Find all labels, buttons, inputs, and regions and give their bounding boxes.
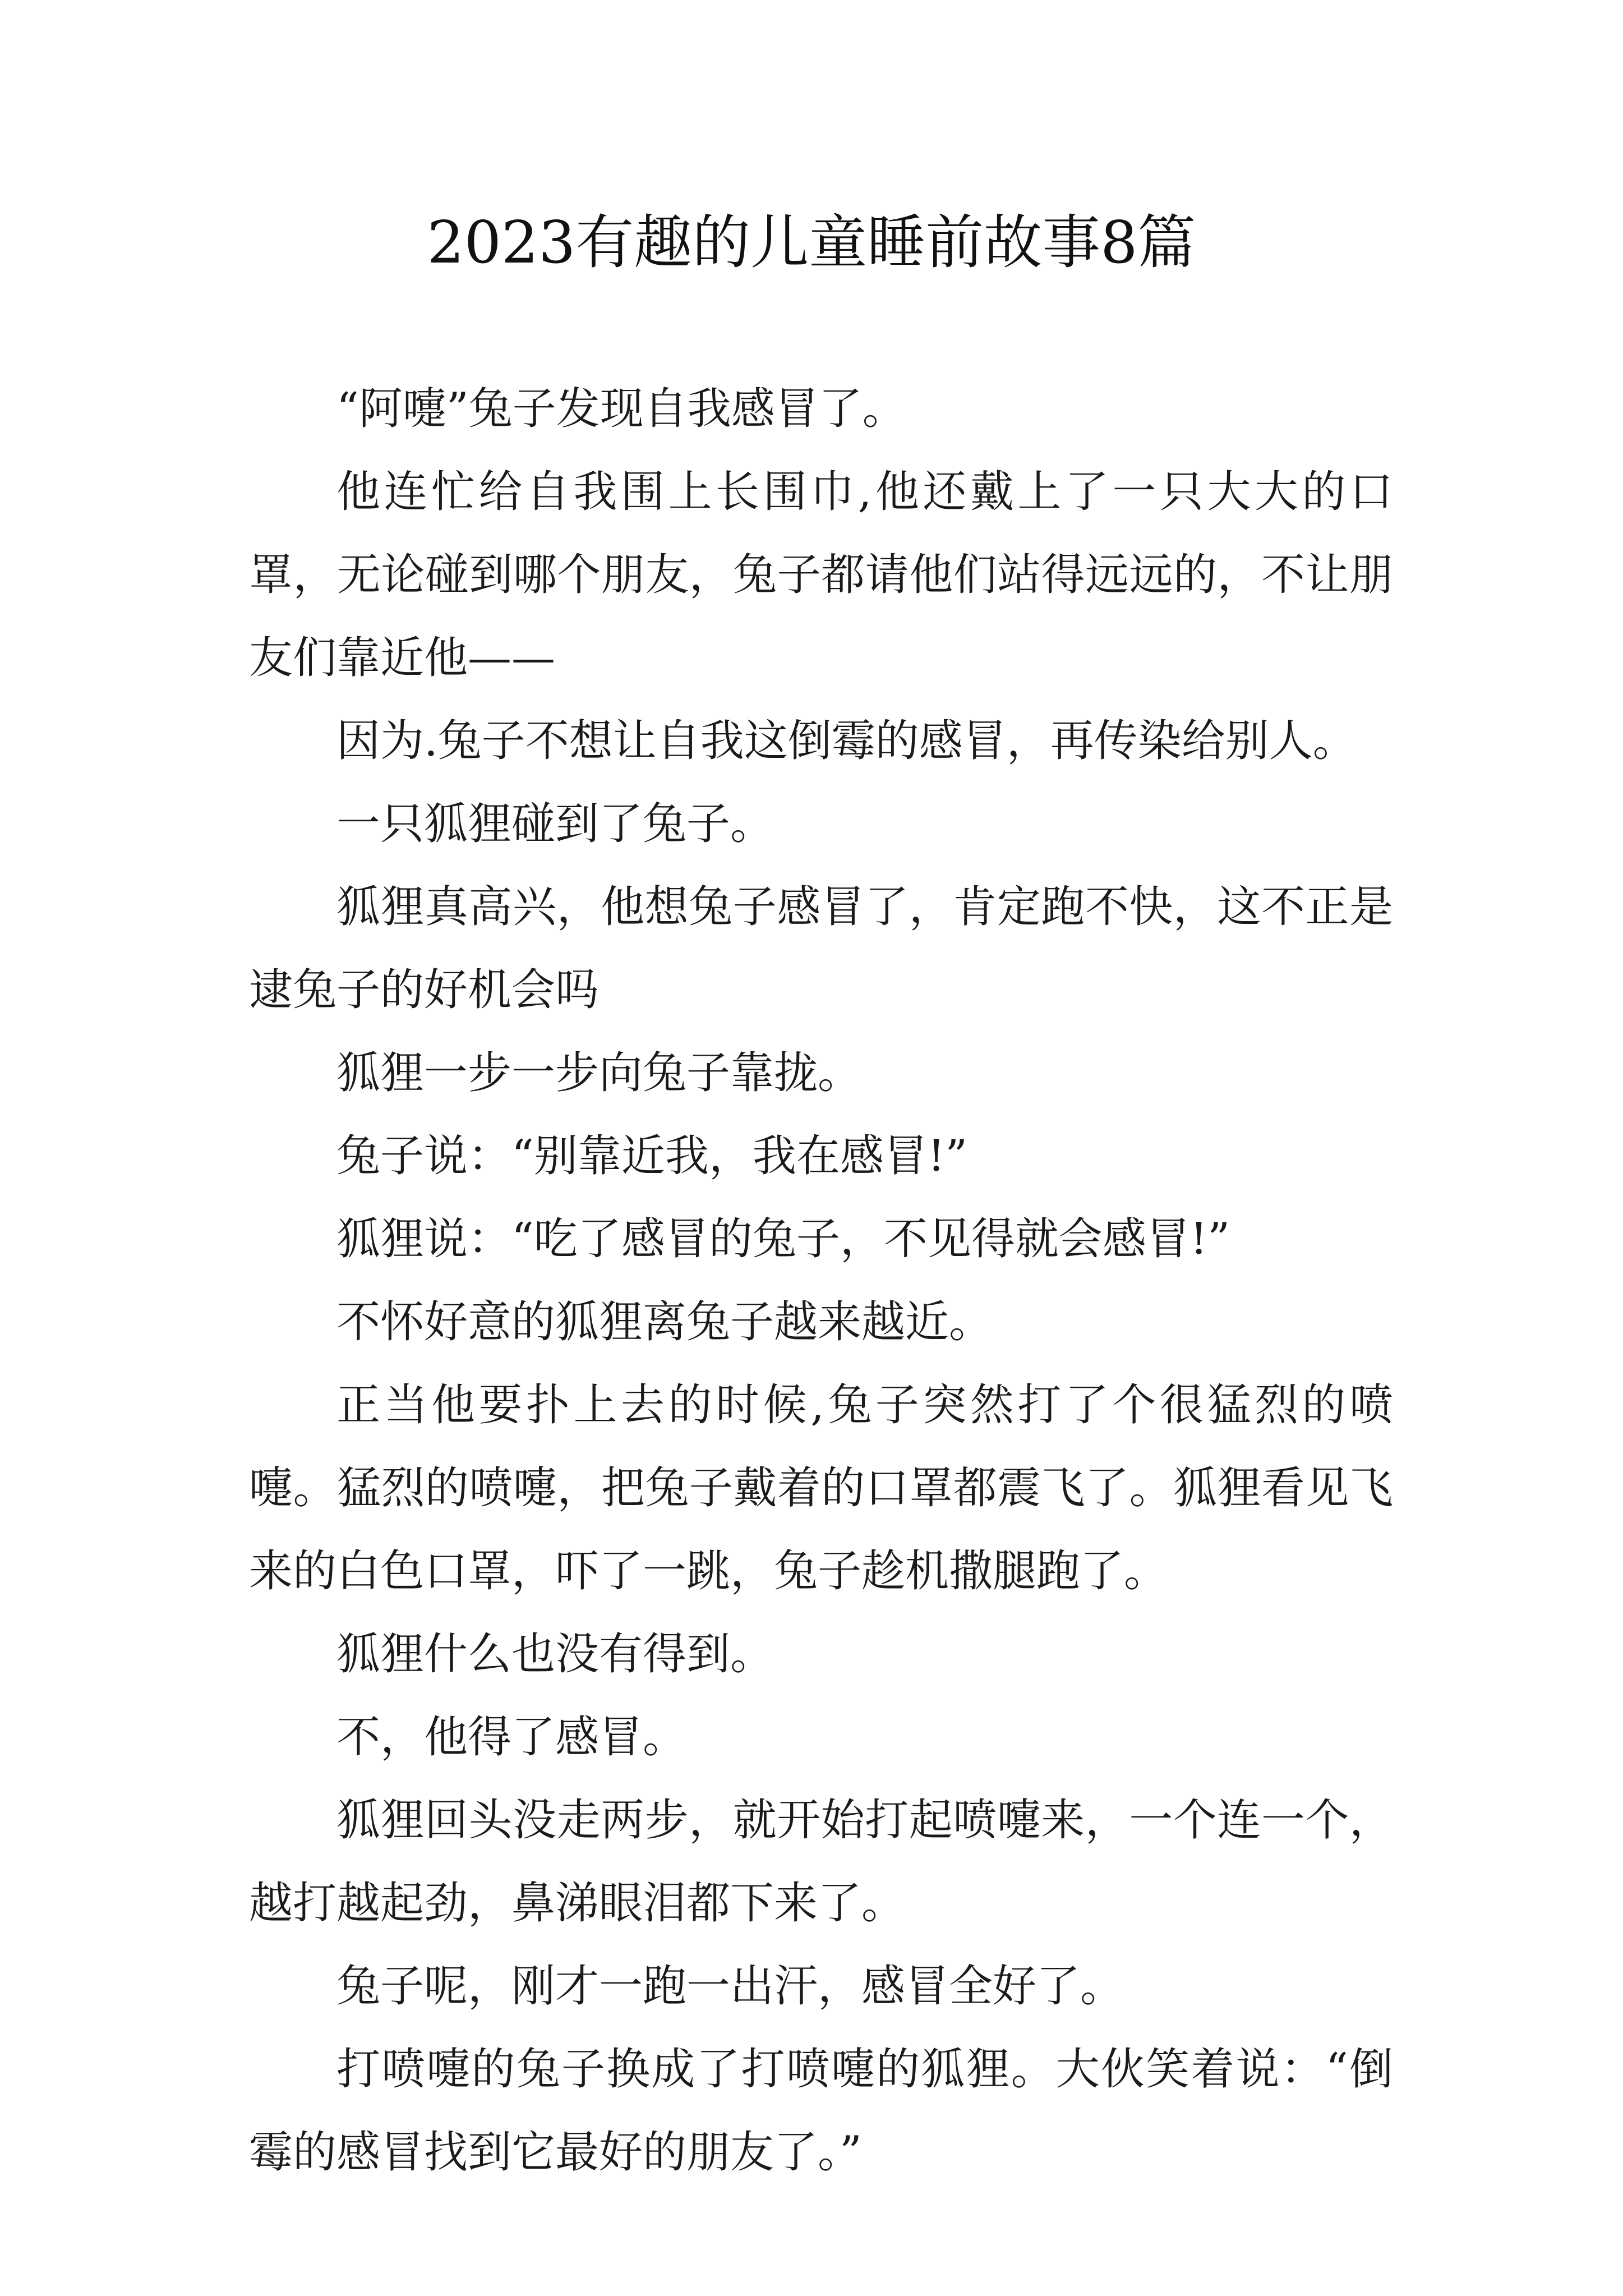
paragraph: 狐狸真高兴，他想兔子感冒了，肯定跑不快，这不正是逮兔子的好机会吗 xyxy=(249,882,1393,1015)
document-body xyxy=(249,367,1393,2194)
paragraph: 兔子说：“别靠近我，我在感冒!” xyxy=(336,1131,968,1181)
paragraph: 不怀好意的狐狸离兔子越来越近。 xyxy=(336,1297,993,1347)
paragraph: 正当他要扑上去的时候,兔子突然打了个很猛烈的喷嚏。猛烈的喷嚏，把兔子戴着的口罩都震飞了。狐狸看见飞来的白色口罩，吓了一跳，兔子趁机撒腿跑了。 xyxy=(249,1380,1393,1596)
paragraph: 狐狸什么也没有得到。 xyxy=(336,1629,774,1680)
paragraph: 狐狸一步一步向兔子靠拢。 xyxy=(336,1048,862,1098)
paragraph: “阿嚏”兔子发现自我感冒了。 xyxy=(336,384,906,434)
paragraph: 打喷嚏的兔子换成了打喷嚏的狐狸。大伙笑着说：“倒霉的感冒找到它最好的朋友了。” xyxy=(249,2044,1393,2178)
paragraph: 因为.兔子不想让自我这倒霉的感冒，再传染给别人。 xyxy=(336,716,1357,766)
paragraph: 兔子呢，刚才一跑一出汗，感冒全好了。 xyxy=(336,1961,1124,2012)
paragraph: 一只狐狸碰到了兔子。 xyxy=(336,799,774,849)
paragraph: 狐狸回头没走两步，就开始打起喷嚏来，一个连一个，越打越起劲，鼻涕眼泪都下来了。 xyxy=(249,1795,1393,1929)
document-title: 2023有趣的儿童睡前故事8篇 xyxy=(427,208,1196,277)
paragraph: 不，他得了感冒。 xyxy=(336,1712,687,1763)
paragraph: 他连忙给自我围上长围巾,他还戴上了一只大大的口罩，无论碰到哪个朋友，兔子都请他们站得远远的，不让朋友们靠近他—— xyxy=(249,467,1393,683)
paragraph: 狐狸说：“吃了感冒的兔子，不见得就会感冒!” xyxy=(336,1214,1230,1264)
